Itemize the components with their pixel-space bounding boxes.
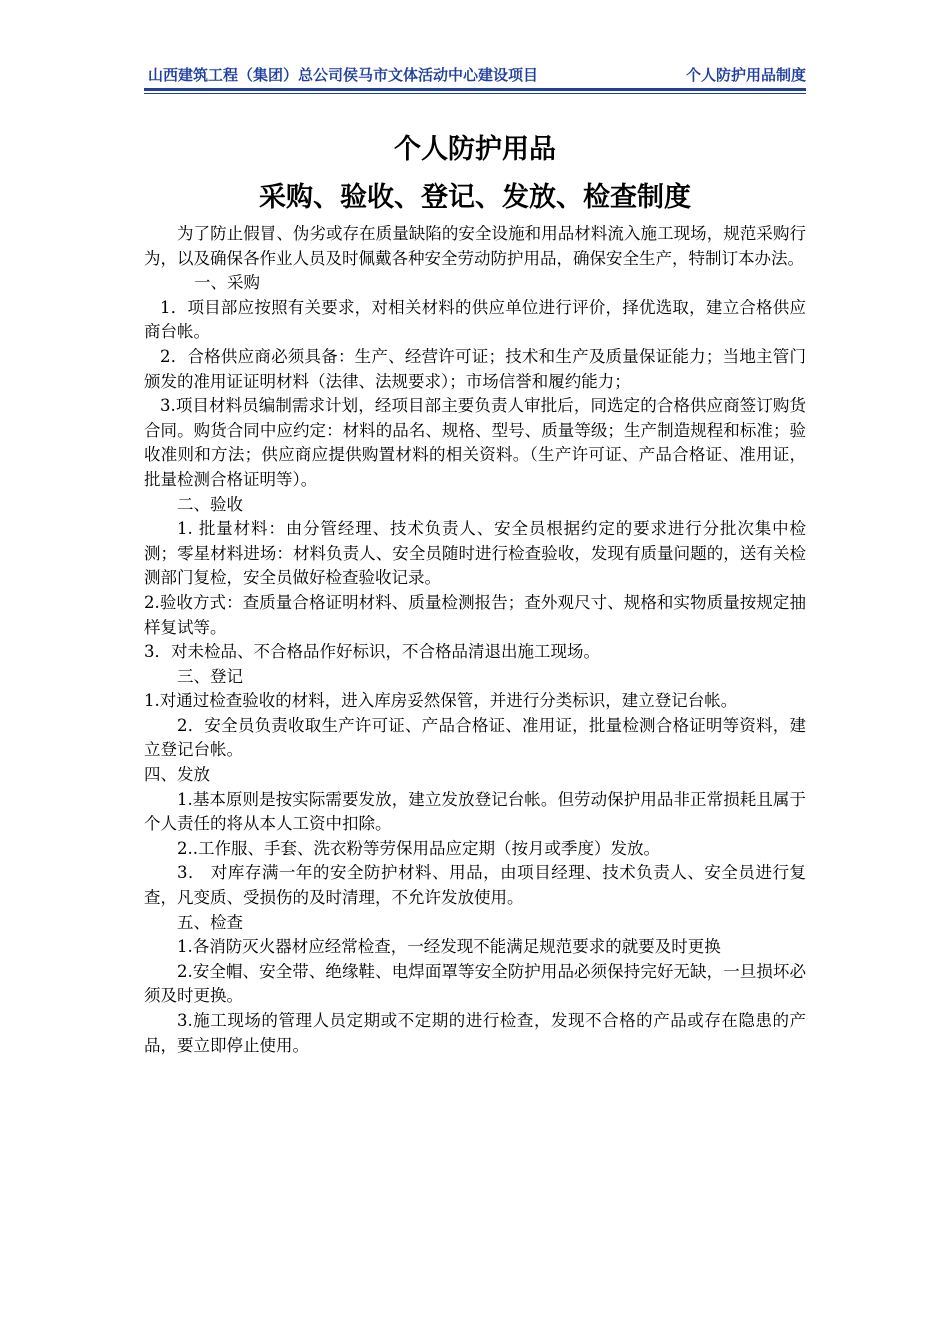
section-heading-purchase: 一、采购 [194, 273, 260, 293]
purchase-item-3: 3.项目材料员编制需求计划，经项目部主要负责人审批后，同选定的合格供应商签订购货合同。购货合同中应约定：材料的品名、规格、型号、质量等级；生产制造规程和标准；验收准则和方法；供应商应提供购置材料的相关资料。（生产许可证、产品合格证、准用证，批量检测合格证明等）。 [144, 396, 806, 489]
document-body [144, 222, 806, 1058]
registration-item-1: 1.对通过检查验收的材料，进入库房妥然保管，并进行分类标识，建立登记台帐。 [144, 691, 738, 711]
intro-paragraph: 为了防止假冒、伪劣或存在质量缺陷的安全设施和用品材料流入施工现场，规范采购行为，以及确保各作业人员及时佩戴各种安全劳动防护用品，确保安全生产，特制订本办法。 [144, 224, 806, 268]
inspection-item-1: 1.各消防灭火器材应经常检查，一经发现不能满足规范要求的就要及时更换 [177, 937, 721, 957]
acceptance-item-2: 2.验收方式：查质量合格证明材料、质量检测报告；查外观尺寸、规格和实物质量按规定抽样复试等。 [144, 592, 806, 637]
section-heading-acceptance: 二、验收 [177, 494, 243, 514]
document-title-line1: 个人防护用品 [394, 134, 556, 165]
section-heading-registration: 三、登记 [177, 666, 243, 686]
section-heading-distribution: 四、发放 [144, 765, 210, 785]
header-project-name: 山西建筑工程（集团）总公司侯马市文体活动中心建设项目 [148, 66, 539, 84]
header-rule-thin [144, 93, 806, 94]
section-heading-inspection: 五、检查 [177, 912, 243, 932]
acceptance-item-1: 1. 批量材料：由分管经理、技术负责人、安全员根据约定的要求进行分批次集中检测；零星材料进场：材料负责人、安全员随时进行检查验收，发现有质量问题的，送有关检测部门复检，安全员做好检查验收记录。 [144, 519, 806, 588]
acceptance-item-3: 3．对未检品、不合格品作好标识，不合格品清退出施工现场。 [144, 642, 600, 662]
purchase-item-1: 1．项目部应按照有关要求，对相关材料的供应单位进行评价，择优选取，建立合格供应商台帐。 [144, 297, 806, 342]
inspection-item-3: 3.施工现场的管理人员定期或不定期的进行检查，发现不合格的产品或存在隐患的产品，要立即停止使用。 [144, 1011, 806, 1055]
distribution-item-3: 3． 对库存满一年的安全防护材料、用品，由项目经理、技术负责人、安全员进行复查，凡变质、受损伤的及时清理，不允许发放使用。 [144, 863, 806, 908]
distribution-item-1: 1.基本原则是按实际需要发放，建立发放登记台帐。但劳动保护用品非正常损耗且属于个人责任的将从本人工资中扣除。 [144, 789, 806, 834]
page-header [144, 64, 806, 90]
purchase-item-2: 2．合格供应商必须具备：生产、经营许可证；技术和生产及质量保证能力；当地主管门颁发的准用证证明材料（法律、法规要求）；市场信誉和履约能力； [144, 346, 806, 391]
document-title-line2: 采购、验收、登记、发放、检查制度 [259, 182, 691, 213]
header-document-title: 个人防护用品制度 [685, 66, 806, 84]
inspection-item-2: 2.安全帽、安全带、绝缘鞋、电焊面罩等安全防护用品必须保持完好无缺，一旦损坏必须及时更换。 [144, 961, 806, 1006]
header-rule-thick [144, 88, 806, 91]
distribution-item-2: 2..工作服、手套、洗衣粉等劳保用品应定期（按月或季度）发放。 [177, 838, 660, 858]
registration-item-2: 2．安全员负责收取生产许可证、产品合格证、准用证，批量检测合格证明等资料，建立登记台帐。 [144, 715, 806, 760]
